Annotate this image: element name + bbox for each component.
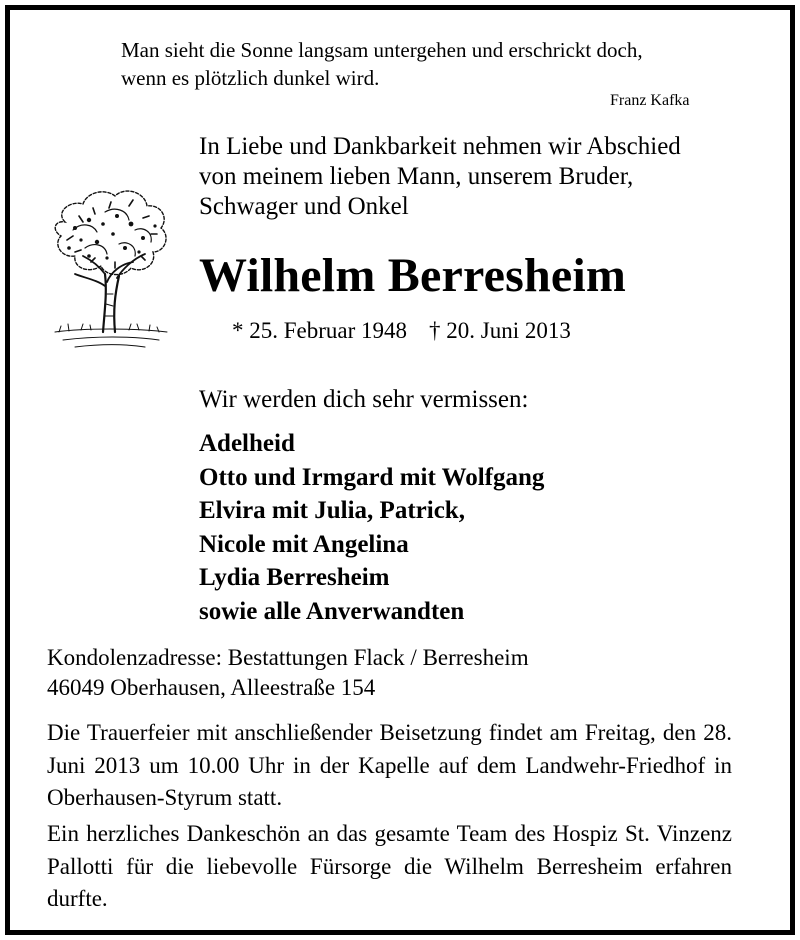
address-line-1: Kondolenzadresse: Bestattungen Flack / Berresheim — [47, 645, 529, 670]
mourner-name: Elvira mit Julia, Patrick, — [199, 497, 465, 524]
intro-line-1: In Liebe und Dankbarkeit nehmen wir Abschied — [199, 133, 681, 160]
quote-author: Franz Kafka — [610, 92, 690, 109]
tree-illustration-icon — [45, 182, 175, 352]
thanks-paragraph: Ein herzliches Dankeschön an das gesamte Team des Hospiz St. Vinzenz Pallotti für die liebevolle Fürsorge die Wilhelm Berresheim erfahren durfte. — [47, 821, 732, 911]
quote-line-2: wenn es plötzlich dunkel wird. — [121, 66, 380, 90]
quote-line-1: Man sieht die Sonne langsam untergehen und erschrickt doch, — [121, 38, 643, 62]
address-line-2: 46049 Oberhausen, Alleestraße 154 — [47, 675, 376, 700]
birth-date: * 25. Februar 1948 — [232, 318, 408, 343]
intro-line-2: von meinem lieben Mann, unserem Bruder, — [199, 163, 634, 190]
mourner-name: Lydia Berresheim — [199, 564, 390, 591]
deceased-name: Wilhelm Berresheim — [199, 249, 627, 302]
life-dates — [232, 318, 571, 344]
mourner-name: sowie alle Anverwandten — [199, 597, 465, 625]
mourners-list — [199, 427, 544, 628]
mourner-name: Otto und Irmgard mit Wolfgang — [199, 463, 545, 491]
condolence-address — [47, 643, 529, 703]
mourner-name: Nicole mit Angelina — [199, 530, 409, 558]
ceremony-paragraph: Die Trauerfeier mit anschließender Beisetzung findet am Freitag, den 28. Juni 2013 um 10.00 Uhr in der Kapelle auf dem Landwehr-Friedhof in Oberhausen-Styrum statt. — [47, 720, 732, 810]
farewell-intro — [199, 132, 681, 222]
kafka-quote — [121, 36, 643, 92]
mourners-heading: Wir werden dich sehr vermissen: — [199, 386, 529, 413]
death-date: † 20. Juni 2013 — [429, 318, 571, 343]
intro-line-3: Schwager und Onkel — [199, 193, 409, 220]
mourner-name: Adelheid — [199, 430, 295, 457]
